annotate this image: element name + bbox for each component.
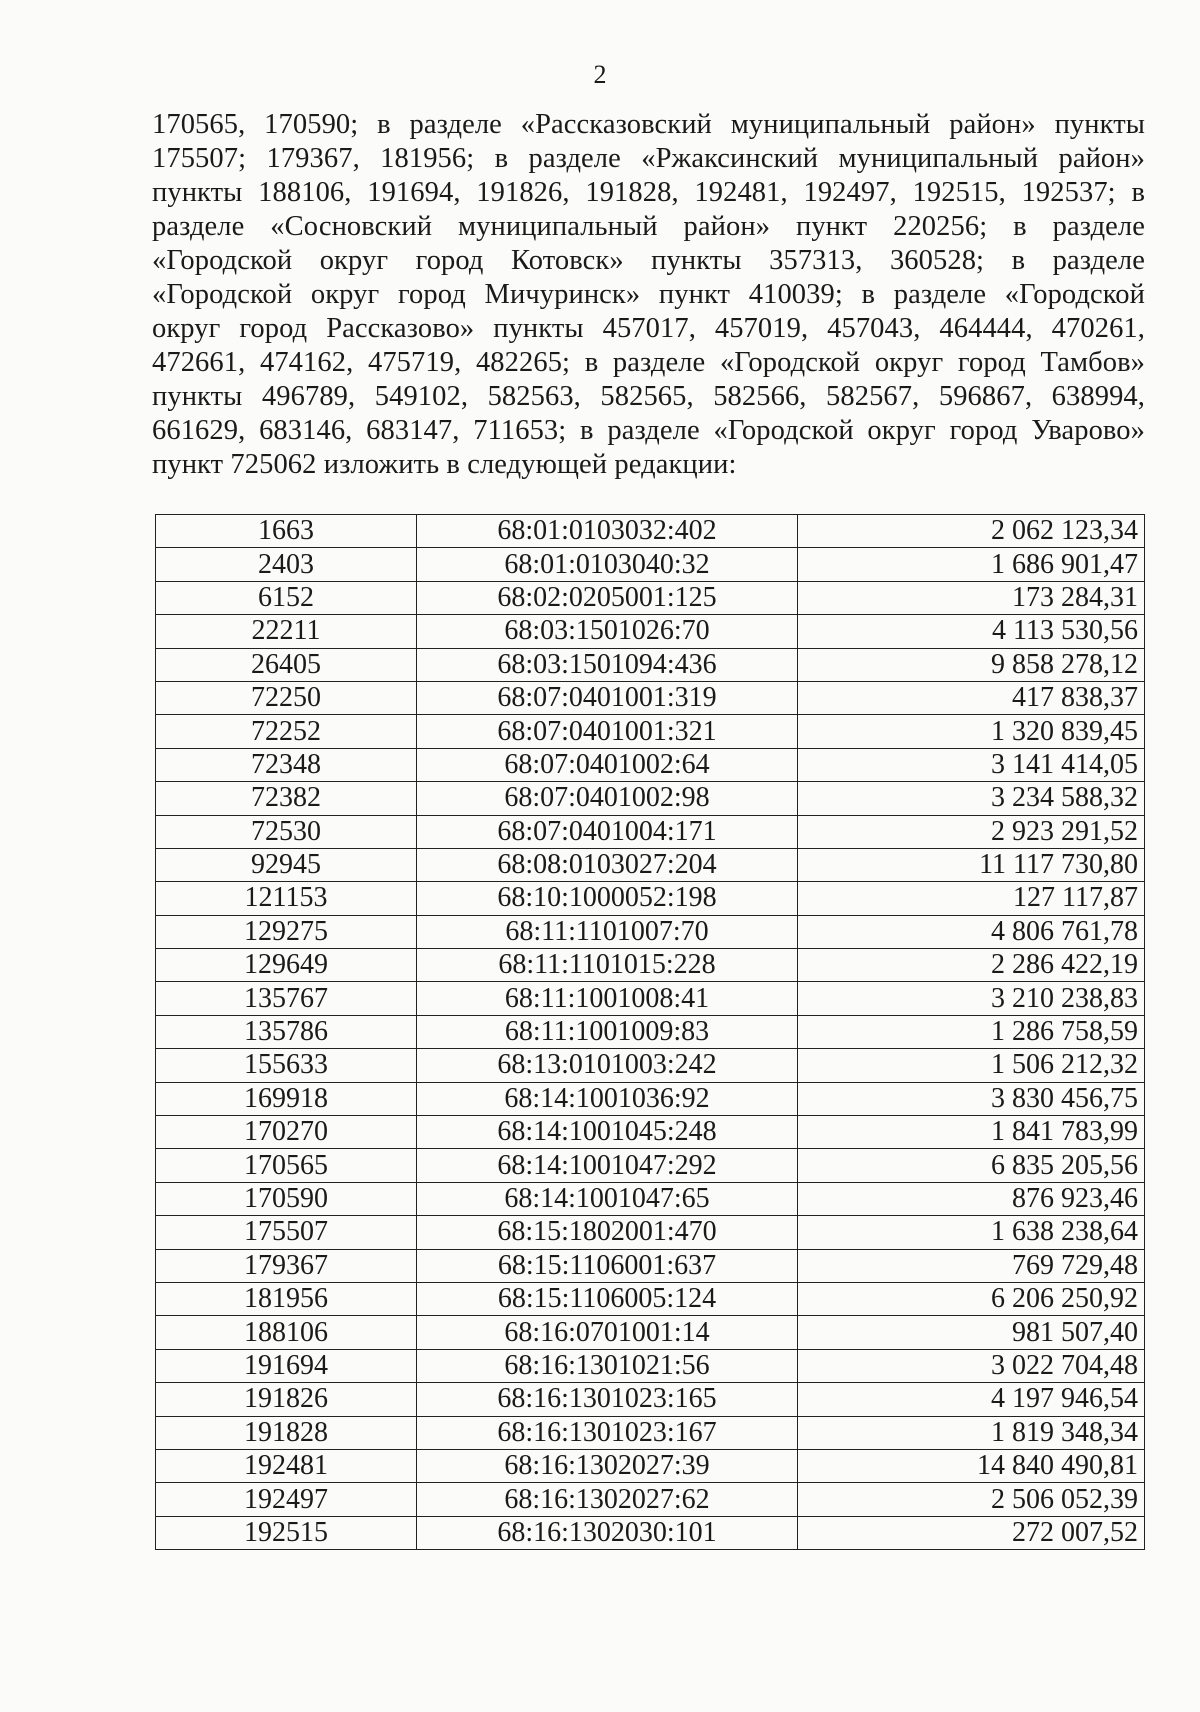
table-row — [156, 1449, 1145, 1482]
table-row — [156, 548, 1145, 581]
cadastral-number-cell: 68:11:1101007:70 — [417, 915, 798, 948]
cadastral-number-cell: 68:10:1000052:198 — [417, 882, 798, 915]
table-row — [156, 681, 1145, 714]
table-row — [156, 748, 1145, 781]
row-number-cell: 2403 — [156, 548, 417, 581]
table-row — [156, 1516, 1145, 1549]
row-number-cell: 191694 — [156, 1349, 417, 1382]
intro-line: 661629, 683146, 683147, 711653; в разделе «Городской округ город Уварово» — [152, 415, 1145, 446]
cadastral-value-cell: 3 234 588,32 — [798, 782, 1145, 815]
table-row — [156, 782, 1145, 815]
cadastral-number-cell: 68:16:1302030:101 — [417, 1516, 798, 1549]
row-number-cell: 191828 — [156, 1416, 417, 1449]
row-number-cell: 179367 — [156, 1249, 417, 1282]
cadastral-number-cell: 68:07:0401001:321 — [417, 715, 798, 748]
table-row — [156, 1149, 1145, 1182]
row-number-cell: 135767 — [156, 982, 417, 1015]
cadastral-number-cell: 68:16:1302027:62 — [417, 1483, 798, 1516]
table-row — [156, 1316, 1145, 1349]
cadastral-value-cell: 1 286 758,59 — [798, 1015, 1145, 1048]
row-number-cell: 191826 — [156, 1383, 417, 1416]
table-row — [156, 648, 1145, 681]
cadastral-number-cell: 68:16:1301023:167 — [417, 1416, 798, 1449]
row-number-cell: 129275 — [156, 915, 417, 948]
cadastral-value-cell: 1 841 783,99 — [798, 1116, 1145, 1149]
cadastral-number-cell: 68:16:1301021:56 — [417, 1349, 798, 1382]
cadastral-value-cell: 11 117 730,80 — [798, 848, 1145, 881]
row-number-cell: 175507 — [156, 1216, 417, 1249]
cadastral-number-cell: 68:14:1001047:292 — [417, 1149, 798, 1182]
row-number-cell: 169918 — [156, 1082, 417, 1115]
cadastral-value-cell: 9 858 278,12 — [798, 648, 1145, 681]
cadastral-value-cell: 417 838,37 — [798, 681, 1145, 714]
row-number-cell: 26405 — [156, 648, 417, 681]
cadastral-number-cell: 68:01:0103032:402 — [417, 515, 798, 548]
intro-paragraph — [152, 108, 1145, 482]
cadastral-number-cell: 68:07:0401004:171 — [417, 815, 798, 848]
cadastral-table — [155, 514, 1145, 1550]
cadastral-value-cell: 1 819 348,34 — [798, 1416, 1145, 1449]
cadastral-value-cell: 2 923 291,52 — [798, 815, 1145, 848]
cadastral-number-cell: 68:11:1001008:41 — [417, 982, 798, 1015]
intro-line: 170565, 170590; в разделе «Рассказовский муниципальный район» пункты — [152, 109, 1145, 140]
cadastral-number-cell: 68:13:0101003:242 — [417, 1049, 798, 1082]
cadastral-number-cell: 68:14:1001036:92 — [417, 1082, 798, 1115]
row-number-cell: 72252 — [156, 715, 417, 748]
table-row — [156, 1383, 1145, 1416]
cadastral-value-cell: 6 835 205,56 — [798, 1149, 1145, 1182]
table-row — [156, 1249, 1145, 1282]
table-row — [156, 581, 1145, 614]
cadastral-value-cell: 14 840 490,81 — [798, 1449, 1145, 1482]
row-number-cell: 1663 — [156, 515, 417, 548]
cadastral-value-cell: 4 113 530,56 — [798, 615, 1145, 648]
table-row — [156, 1483, 1145, 1516]
cadastral-value-cell: 272 007,52 — [798, 1516, 1145, 1549]
row-number-cell: 72382 — [156, 782, 417, 815]
row-number-cell: 192481 — [156, 1449, 417, 1482]
cadastral-value-cell: 1 686 901,47 — [798, 548, 1145, 581]
cadastral-value-cell: 876 923,46 — [798, 1182, 1145, 1215]
table-row — [156, 615, 1145, 648]
row-number-cell: 192497 — [156, 1483, 417, 1516]
cadastral-number-cell: 68:07:0401002:98 — [417, 782, 798, 815]
cadastral-value-cell: 1 320 839,45 — [798, 715, 1145, 748]
intro-line: 175507; 179367, 181956; в разделе «Ржаксинский муниципальный район» — [152, 143, 1145, 174]
table-row — [156, 1416, 1145, 1449]
page-number: 2 — [593, 60, 607, 89]
cadastral-value-cell: 3 022 704,48 — [798, 1349, 1145, 1382]
intro-line: пункты 496789, 549102, 582563, 582565, 582566, 582567, 596867, 638994, — [152, 381, 1145, 412]
table-row — [156, 1182, 1145, 1215]
cadastral-value-cell: 3 141 414,05 — [798, 748, 1145, 781]
cadastral-value-cell: 769 729,48 — [798, 1249, 1145, 1282]
cadastral-number-cell: 68:16:0701001:14 — [417, 1316, 798, 1349]
intro-line: округ город Рассказово» пункты 457017, 457019, 457043, 464444, 470261, — [152, 313, 1145, 344]
cadastral-number-cell: 68:16:1302027:39 — [417, 1449, 798, 1482]
table-row — [156, 1349, 1145, 1382]
cadastral-value-cell: 3 830 456,75 — [798, 1082, 1145, 1115]
table-row — [156, 1049, 1145, 1082]
cadastral-value-cell: 1 506 212,32 — [798, 1049, 1145, 1082]
table-row — [156, 515, 1145, 548]
intro-line: «Городской округ город Мичуринск» пункт 410039; в разделе «Городской — [152, 279, 1145, 310]
row-number-cell: 129649 — [156, 949, 417, 982]
cadastral-number-cell: 68:08:0103027:204 — [417, 848, 798, 881]
cadastral-number-cell: 68:14:1001047:65 — [417, 1182, 798, 1215]
table-row — [156, 1082, 1145, 1115]
cadastral-number-cell: 68:01:0103040:32 — [417, 548, 798, 581]
cadastral-number-cell: 68:11:1001009:83 — [417, 1015, 798, 1048]
table-row — [156, 1116, 1145, 1149]
cadastral-value-cell: 2 062 123,34 — [798, 515, 1145, 548]
cadastral-number-cell: 68:07:0401002:64 — [417, 748, 798, 781]
intro-line: пункты 188106, 191694, 191826, 191828, 192481, 192497, 192515, 192537; в — [152, 177, 1145, 208]
cadastral-number-cell: 68:02:0205001:125 — [417, 581, 798, 614]
cadastral-value-cell: 6 206 250,92 — [798, 1282, 1145, 1315]
cadastral-value-cell: 4 806 761,78 — [798, 915, 1145, 948]
table-row — [156, 915, 1145, 948]
row-number-cell: 170270 — [156, 1116, 417, 1149]
cadastral-value-cell: 981 507,40 — [798, 1316, 1145, 1349]
cadastral-value-cell: 2 286 422,19 — [798, 949, 1145, 982]
cadastral-value-cell: 173 284,31 — [798, 581, 1145, 614]
cadastral-number-cell: 68:11:1101015:228 — [417, 949, 798, 982]
row-number-cell: 192515 — [156, 1516, 417, 1549]
row-number-cell: 170590 — [156, 1182, 417, 1215]
row-number-cell: 6152 — [156, 581, 417, 614]
cadastral-number-cell: 68:03:1501026:70 — [417, 615, 798, 648]
table-row — [156, 715, 1145, 748]
row-number-cell: 72348 — [156, 748, 417, 781]
intro-line: разделе «Сосновский муниципальный район» пункт 220256; в разделе — [152, 211, 1145, 242]
cadastral-number-cell: 68:07:0401001:319 — [417, 681, 798, 714]
row-number-cell: 121153 — [156, 882, 417, 915]
cadastral-number-cell: 68:16:1301023:165 — [417, 1383, 798, 1416]
table-row — [156, 1015, 1145, 1048]
table-row — [156, 1216, 1145, 1249]
row-number-cell: 135786 — [156, 1015, 417, 1048]
cadastral-number-cell: 68:15:1106001:637 — [417, 1249, 798, 1282]
table-row — [156, 848, 1145, 881]
cadastral-value-cell: 4 197 946,54 — [798, 1383, 1145, 1416]
intro-line: пункт 725062 изложить в следующей редакции: — [152, 449, 737, 480]
table-row — [156, 949, 1145, 982]
table-row — [156, 1282, 1145, 1315]
intro-line: «Городской округ город Котовск» пункты 357313, 360528; в разделе — [152, 245, 1145, 276]
cadastral-value-cell: 3 210 238,83 — [798, 982, 1145, 1015]
row-number-cell: 72250 — [156, 681, 417, 714]
row-number-cell: 155633 — [156, 1049, 417, 1082]
cadastral-number-cell: 68:15:1802001:470 — [417, 1216, 798, 1249]
table-row — [156, 815, 1145, 848]
row-number-cell: 188106 — [156, 1316, 417, 1349]
cadastral-number-cell: 68:14:1001045:248 — [417, 1116, 798, 1149]
row-number-cell: 170565 — [156, 1149, 417, 1182]
table-row — [156, 882, 1145, 915]
row-number-cell: 72530 — [156, 815, 417, 848]
row-number-cell: 22211 — [156, 615, 417, 648]
cadastral-number-cell: 68:03:1501094:436 — [417, 648, 798, 681]
cadastral-value-cell: 127 117,87 — [798, 882, 1145, 915]
intro-line: 472661, 474162, 475719, 482265; в разделе «Городской округ город Тамбов» — [152, 347, 1145, 378]
cadastral-value-cell: 1 638 238,64 — [798, 1216, 1145, 1249]
table-row — [156, 982, 1145, 1015]
row-number-cell: 92945 — [156, 848, 417, 881]
row-number-cell: 181956 — [156, 1282, 417, 1315]
cadastral-number-cell: 68:15:1106005:124 — [417, 1282, 798, 1315]
cadastral-value-cell: 2 506 052,39 — [798, 1483, 1145, 1516]
